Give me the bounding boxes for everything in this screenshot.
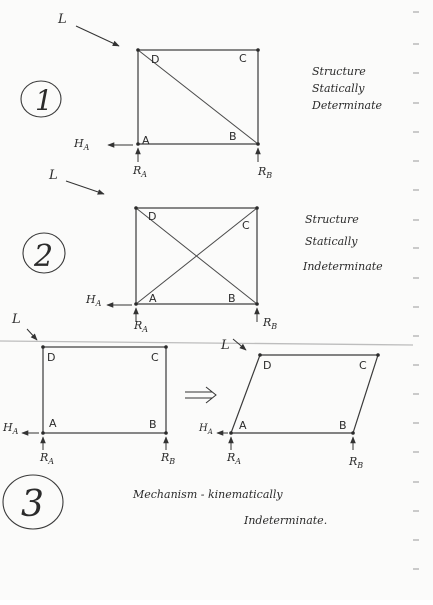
joint-label-c: C — [242, 219, 250, 232]
joint-label-a: A — [149, 292, 157, 305]
frame-2 — [23, 168, 383, 334]
joints — [229, 353, 380, 435]
load-arrow — [27, 329, 37, 340]
joint-label-d: D — [148, 210, 157, 223]
annotation — [132, 488, 327, 527]
reaction-ra-label: $R_A$ — [40, 451, 55, 466]
frame-number: 1 — [35, 84, 53, 117]
joint-label-d: D — [151, 53, 160, 66]
joint-label-c: C — [151, 351, 159, 364]
annotation — [311, 65, 383, 112]
joint-label-a: A — [239, 419, 247, 432]
joint-label-b: B — [149, 418, 157, 431]
joint-label-c: C — [359, 359, 367, 372]
annotation-line-1: Structure — [305, 213, 359, 226]
load-label: L — [49, 168, 58, 183]
annotation-line-2: Statically — [312, 82, 365, 95]
joint-label-b: B — [228, 292, 236, 305]
page-fold — [0, 341, 413, 345]
joint-label-c: C — [239, 52, 247, 65]
reaction-ha-label: $H_A$ — [3, 421, 19, 436]
reaction-rb-label: $R_B$ — [161, 451, 176, 466]
load-label: L — [221, 338, 230, 353]
load-label: L — [12, 312, 21, 327]
deformed-frame — [198, 338, 380, 470]
frame-number: 2 — [34, 239, 54, 274]
load-arrow — [66, 181, 104, 194]
reaction-ra-label: $R_A$ — [134, 319, 149, 334]
reaction-rb-label: $R_B$ — [349, 455, 364, 470]
joint-label-a: A — [49, 417, 57, 430]
annotation-line-2: Indeterminate. — [244, 514, 328, 527]
frame-members — [43, 347, 166, 433]
deformed-members — [231, 355, 378, 433]
joint-label-b: B — [339, 419, 347, 432]
load-arrow — [233, 339, 246, 350]
annotation — [302, 213, 383, 273]
reaction-rb-label: $R_B$ — [258, 165, 273, 180]
annotation-line-2: Statically — [305, 235, 358, 248]
reaction-ha-label: $H_A$ — [86, 293, 102, 308]
joint-label-d: D — [47, 351, 56, 364]
reaction-ra-label: $R_A$ — [227, 451, 242, 466]
frame-1 — [21, 12, 383, 180]
frame-number: 3 — [21, 484, 44, 525]
reaction-ha-label: $H_A$ — [74, 137, 90, 152]
reaction-rb-label: $R_B$ — [263, 316, 278, 331]
load-arrow — [76, 26, 119, 46]
annotation-line-3: Indeterminate — [303, 260, 383, 273]
reaction-ha-label: $H_A$ — [199, 423, 213, 436]
annotation-line-1: Mechanism - kinematically — [133, 488, 283, 501]
joint-label-a: A — [142, 134, 150, 147]
joint-label-b: B — [229, 130, 237, 143]
implies-arrow — [185, 387, 216, 403]
annotation-line-1: Structure — [312, 65, 366, 78]
joint-label-d: D — [263, 359, 272, 372]
reaction-ra-label: $R_A$ — [133, 164, 148, 179]
load-label: L — [58, 12, 67, 27]
annotation-line-3: Determinate — [312, 99, 383, 112]
margin-ticks — [413, 12, 419, 569]
